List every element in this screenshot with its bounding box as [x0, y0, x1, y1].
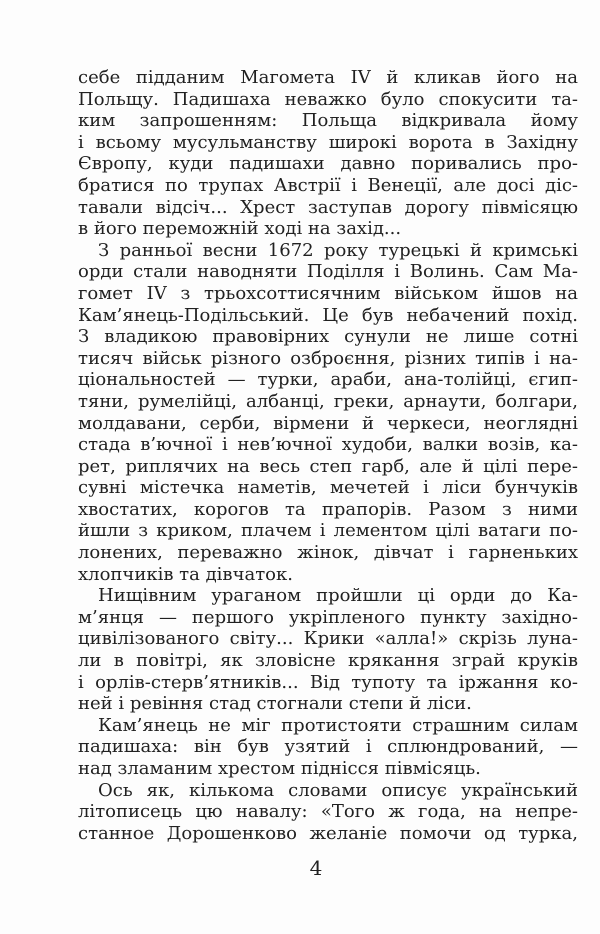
text-line: ким запрошенням: Польща відкривала йому: [78, 110, 578, 132]
text-line: сувні містечка наметів, мечетей і ліси бунчуків: [78, 477, 578, 499]
text-line: ней і ревіння стад стогнали степи й ліси.: [78, 693, 472, 715]
text-line: З ранньої весни 1672 року турецькі й кримські: [98, 239, 578, 261]
text-line: братися по трупах Австрії і Венеції, але досі діс-: [78, 174, 578, 196]
text-line: ли в повітрі, як зловісне крякання зграй круків: [78, 650, 578, 672]
paragraph: [78, 240, 578, 586]
text-line: З владикою правовірних сунули не лише сотні: [78, 326, 578, 348]
text-line: Кам’янець-Подільський. Це був небачений похід.: [78, 304, 578, 326]
text-line: тавали відсіч... Хрест заступав дорогу півмісяцю: [78, 196, 578, 218]
paragraph: [78, 67, 578, 240]
text-line: молдавани, серби, вірмени й черкеси, неоглядні: [78, 412, 578, 434]
text-line: лонених, переважно жінок, дівчат і гарненьких: [78, 542, 578, 564]
text-line: станное Дорошенково желаніе помочи од турка,: [78, 822, 578, 844]
text-line: Нищівним ураганом пройшли ці орди до Ка-: [98, 585, 578, 607]
text-block: [78, 67, 578, 844]
text-line: хлопчиків та дівчаток.: [78, 563, 293, 585]
text-line: тисяч військ різного озброєння, різних типів і на-: [78, 347, 578, 369]
page-number: 4: [309, 856, 323, 880]
text-line: Ось як, кількома словами описує український: [98, 779, 578, 801]
paragraph: [78, 715, 578, 780]
text-line: тяни, румелійці, албанці, греки, арнаути, болгари,: [78, 390, 578, 412]
paragraph: [78, 780, 578, 845]
text-line: себе підданим Магомета IV й кликав його на: [78, 67, 578, 88]
text-line: ціональностей — турки, араби, ана-толійці, єгип-: [78, 369, 578, 391]
text-line: в його переможній ході на захід...: [78, 218, 402, 240]
text-line: цивілізованого світу... Крики «алла!» скрізь луна-: [78, 628, 578, 650]
text-line: хвостатих, корогов та прапорів. Разом з ними: [78, 498, 578, 520]
text-line: Польщу. Падишаха неважко було спокусити та-: [78, 88, 578, 110]
text-line: літописець цю навалу: «Того ж года, на непре-: [78, 801, 578, 823]
text-line: рет, риплячих на весь степ гарб, але й цілі пере-: [78, 455, 578, 477]
paragraph: [78, 585, 578, 715]
text-line: орди стали наводняти Поділля і Волинь. Сам Ма-: [78, 261, 578, 283]
text-line: м’янця — першого укріпленого пункту західно-: [78, 606, 578, 628]
text-line: падишаха: він був узятий і сплюндрований, —: [78, 736, 578, 758]
text-line: Кам’янець не міг протистояти страшним силам: [98, 714, 578, 736]
text-line: стада в’ючної і нев’ючної худоби, валки возів, ка-: [78, 434, 578, 456]
text-line: Європу, куди падишахи давно поривались про-: [78, 153, 578, 175]
text-line: над зламаним хрестом піднісся півмісяць.: [78, 758, 481, 779]
text-line: йшли з криком, плачем і лементом цілі ватаги по-: [78, 520, 578, 542]
text-line: і орлів-стерв’ятників... Від тупоту та іржання ко-: [78, 671, 578, 693]
text-line: гомет IV з трьохсоттисячним військом йшов на: [78, 282, 578, 304]
text-line: і всьому мусульманству широкі ворота в Західну: [78, 131, 578, 153]
